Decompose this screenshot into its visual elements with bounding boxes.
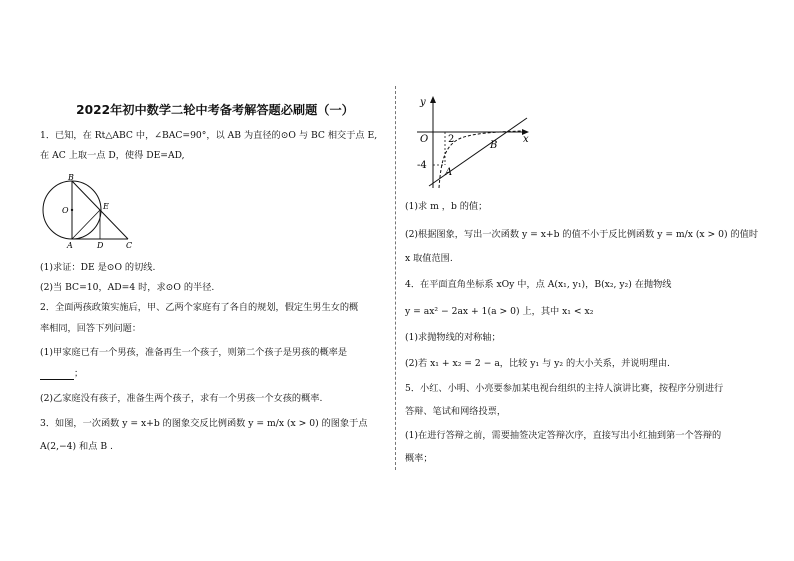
q2-part2: (2)乙家庭没有孩子，准备生两个孩子，求有一个男孩一个女孩的概率. xyxy=(40,393,323,404)
label-neg4: -4 xyxy=(417,160,427,171)
q5-line2: 答辩、笔试和网络投票， xyxy=(405,406,507,417)
label-a: A xyxy=(67,241,73,249)
q2-part1: (1)甲家庭已有一个男孩，准备再生一个孩子，则第二个孩子是男孩的概率是 xyxy=(40,347,348,358)
label-origin: O xyxy=(420,134,429,145)
linear-function-line xyxy=(429,118,527,186)
label-two: 2 xyxy=(448,134,455,145)
q3-part2-b: x 取值范围. xyxy=(405,253,453,264)
q1-part2: (2)当 BC=10，AD=4 时，求⊙O 的半径. xyxy=(40,282,215,293)
label-d: D xyxy=(97,241,104,249)
q3-line2: A(2,−4) 和点 B . xyxy=(40,441,113,452)
circle-triangle-figure xyxy=(40,174,140,249)
q4-line1: 4．在平面直角坐标系 xOy 中，点 A(x₁, y₁)，B(x₂, y₂) 在抛物线 xyxy=(405,279,672,290)
label-e: E xyxy=(103,202,109,211)
q1-line1: 1．已知，在 Rt△ABC 中，∠BAC=90°，以 AB 为直径的⊙O 与 BC 相交于点 E, xyxy=(40,130,378,141)
answer-blank[interactable] xyxy=(40,369,74,380)
label-o: O xyxy=(62,206,69,215)
label-point-a: A xyxy=(445,167,453,178)
q5-part1-a: (1)在进行答辩之前，需要抽签决定答辩次序，直接写出小红抽到第一个答辩的 xyxy=(405,430,722,441)
function-graph-figure xyxy=(405,90,535,190)
page-title: 2022年初中数学二轮中考备考解答题必刷题（一） xyxy=(76,103,354,117)
column-divider xyxy=(395,86,396,470)
q5-line1: 5．小红、小明、小亮要参加某电视台组织的主持人演讲比赛，按程序分别进行 xyxy=(405,383,724,394)
label-point-b: B xyxy=(490,140,498,151)
q5-part1-b: 概率； xyxy=(405,453,433,464)
q1-part1: (1)求证：DE 是⊙O 的切线. xyxy=(40,262,156,273)
segment-ae xyxy=(72,210,100,239)
q4-line2: y = ax² − 2ax + 1(a > 0) 上，其中 x₁ < x₂ xyxy=(405,306,594,317)
label-y-axis: y xyxy=(420,97,426,108)
q2-line1: 2．全面两孩政策实施后，甲、乙两个家庭有了各自的规划，假定生男生女的概 xyxy=(40,302,359,313)
q3-line1: 3．如图，一次函数 y = x+b 的图象交反比例函数 y = m/x (x > 0) 的图象于点 xyxy=(40,418,368,429)
label-b: B xyxy=(68,174,74,182)
q3-part2-a: (2)根据图象，写出一次函数 y = x+b 的值不小于反比例函数 y = m/x (x > 0) 的值时 xyxy=(405,229,759,240)
label-c: C xyxy=(126,241,133,249)
q2-part1-answer: ； xyxy=(40,367,83,380)
q1-line2: 在 AC 上取一点 D，使得 DE=AD, xyxy=(40,150,185,161)
q4-part2: (2)若 x₁ + x₂ = 2 − a，比较 y₁ 与 y₂ 的大小关系，并说明理由. xyxy=(405,358,670,369)
q3-part1: (1)求 m ，b 的值； xyxy=(405,201,488,212)
q2-line2: 率相同，回答下列问题： xyxy=(40,323,142,334)
label-x-axis: x xyxy=(523,134,529,145)
q4-part1: (1)求抛物线的对称轴； xyxy=(405,332,501,343)
